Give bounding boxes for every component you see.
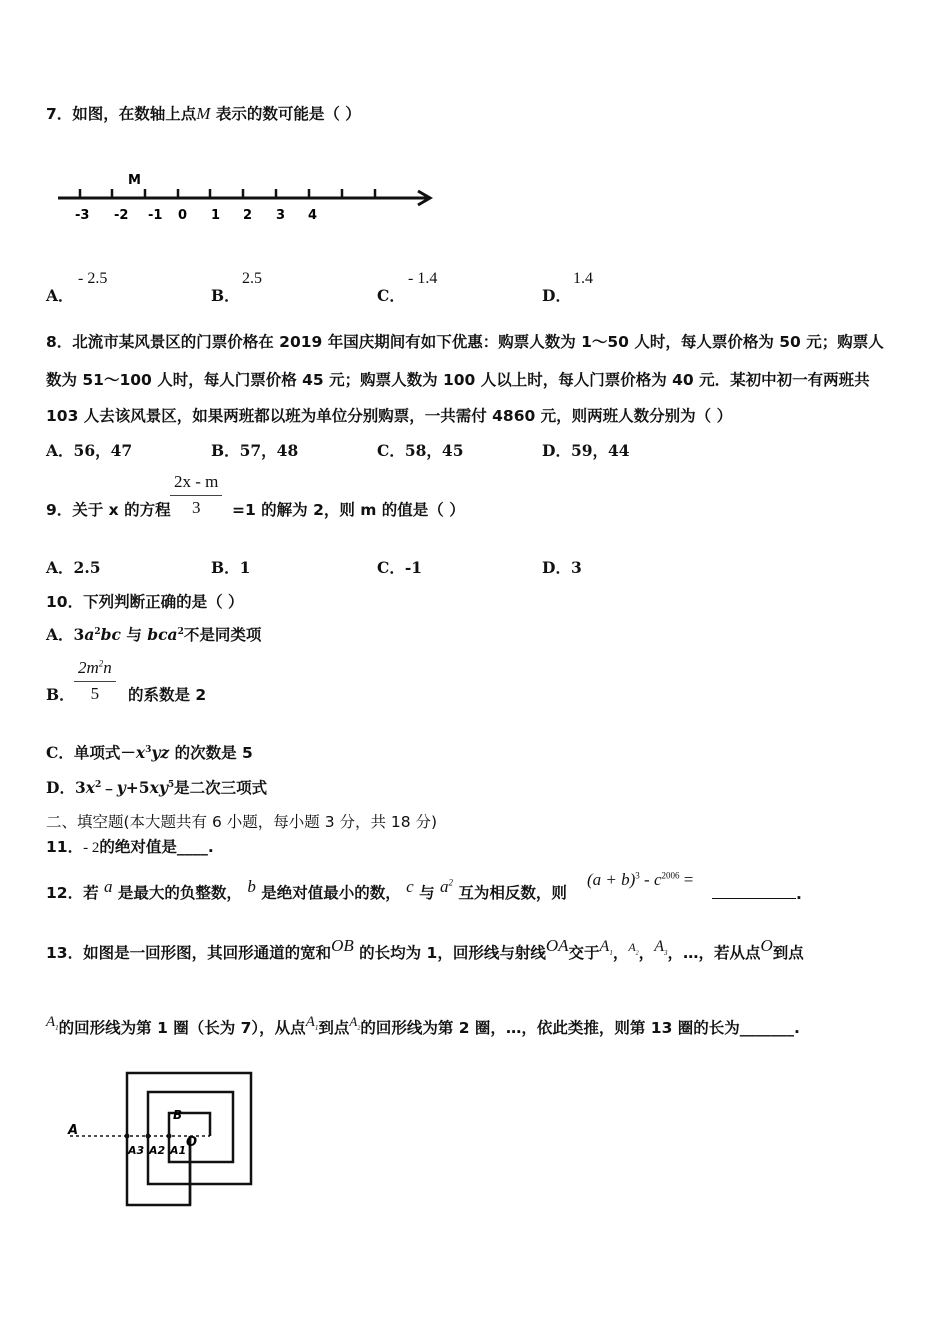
q9-option-c[interactable]: C．-1 (377, 558, 423, 577)
q10-b-frac-num: $2m^2n$ (74, 658, 116, 682)
axis-tick-label: 0 (178, 208, 188, 223)
q9-fraction (170, 472, 222, 518)
axis-ticks (75, 189, 375, 223)
point-a3 (125, 1134, 130, 1139)
q8-option-d[interactable]: D．59，44 (542, 441, 630, 460)
q10-option-b[interactable]: B． (46, 685, 75, 704)
axis-tick-label: 4 (308, 208, 318, 223)
q11-stem: 11．- 2的绝对值是____. (46, 838, 214, 856)
q12-stem: 12．若 a 是最大的负整数， b 是绝对值最小的数， c 与 $a^2$ 互为相反数，则 (46, 877, 567, 902)
q10-option-c[interactable]: C．单项式$-x^3yz$ 的次数是 5 (46, 743, 253, 762)
q13-line1: 13．如图是一回形图，其回形通道的宽和OB 的长均为 1，回形线与射线OA交于$A_1$，$^{A_2}$，$A_3$，…，若从点O到点 (46, 936, 804, 962)
label-o: O (186, 1135, 198, 1150)
q8-line2: 数为 51～100 人时，每人门票价格 45 元；购票人数为 100 人以上时，每人门票价格为 40 元．某初中初一有两班共 (46, 371, 870, 389)
point-a2 (146, 1134, 151, 1139)
q7-option-d[interactable]: D． (542, 286, 571, 305)
q10-b-fraction (74, 658, 116, 704)
q7-option-a[interactable]: A． (46, 286, 74, 305)
q9-option-d[interactable]: D．3 (542, 558, 582, 577)
axis-tick-label: 3 (276, 208, 286, 223)
axis-tick-label: 2 (243, 208, 253, 223)
label-a: A (68, 1123, 79, 1138)
label-a3: A3 (128, 1144, 145, 1157)
point-m-label: M (128, 173, 141, 188)
q10-stem: 10．下列判断正确的是（ ） (46, 593, 244, 611)
label-b: B (173, 1108, 183, 1122)
axis-tick-label: -3 (75, 208, 90, 223)
q10-option-a[interactable]: A．$3a^2bc$ 与 bca$^2$不是同类项 (46, 625, 262, 644)
q9-frac-den: 3 (191, 498, 201, 517)
q10-option-d[interactable]: D．$3x^2﹣y+5xy^5$是二次三项式 (46, 778, 268, 797)
q8-line1: 8．北流市某风景区的门票价格在 2019 年国庆期间有如下优惠：购票人数为 1～50 人时，每人票价格为 50 元；购票人 (46, 333, 884, 351)
q7-stem: 7．如图，在数轴上点M 表示的数可能是（ ） (46, 104, 361, 123)
q7-option-c[interactable]: C． (377, 286, 405, 305)
q7-option-b-value: 2.5 (242, 270, 262, 287)
axis-tick-label: 1 (211, 208, 221, 223)
label-a2: A2 (149, 1144, 166, 1157)
q7-option-a-value: - 2.5 (78, 270, 108, 287)
number-line (50, 165, 450, 225)
axis-tick-label: -1 (148, 208, 163, 223)
q9-frac-num: 2x - m (170, 472, 222, 496)
spiral-figure (62, 1066, 262, 1211)
q8-option-c[interactable]: C．58，45 (377, 441, 464, 460)
q12-answer-blank[interactable]: . (712, 884, 802, 903)
q8-option-b[interactable]: B．57，48 (211, 441, 299, 460)
q8-option-a[interactable]: A．56，47 (46, 441, 133, 460)
q7-option-c-value: - 1.4 (408, 270, 438, 287)
q9-option-a[interactable]: A．2.5 (46, 558, 101, 577)
point-a1 (167, 1134, 172, 1139)
q9-option-b[interactable]: B．1 (211, 558, 251, 577)
q10-b-text: 的系数是 2 (128, 686, 207, 704)
label-a1: A1 (170, 1144, 187, 1157)
section-2-heading: 二、填空题(本大题共有 6 小题，每小题 3 分，共 18 分) (46, 813, 438, 831)
q8-line3: 103 人去该风景区，如果两班都以班为单位分别购票，一共需付 4860 元，则两班人数分别为（ ） (46, 407, 733, 425)
q13-line2: $A_1$的回形线为第 1 圈（长为 7），从点$A_1$到点$^{A_2}$的回形线为第 2 圈，…，依此类推，则第 13 圈的长为_______. (46, 1014, 800, 1037)
axis-tick-label: -2 (114, 208, 129, 223)
q9-stem: 9．关于 x 的方程 (46, 501, 171, 519)
q12-expression: $(a + b)^3 - c^{2006}$ = (587, 870, 694, 889)
q9-stem-end: =1 的解为 2，则 m 的值是（ ） (232, 501, 465, 519)
q10-b-frac-den: 5 (90, 684, 100, 703)
q7-option-d-value: 1.4 (573, 270, 593, 287)
q7-option-b[interactable]: B． (211, 286, 240, 305)
